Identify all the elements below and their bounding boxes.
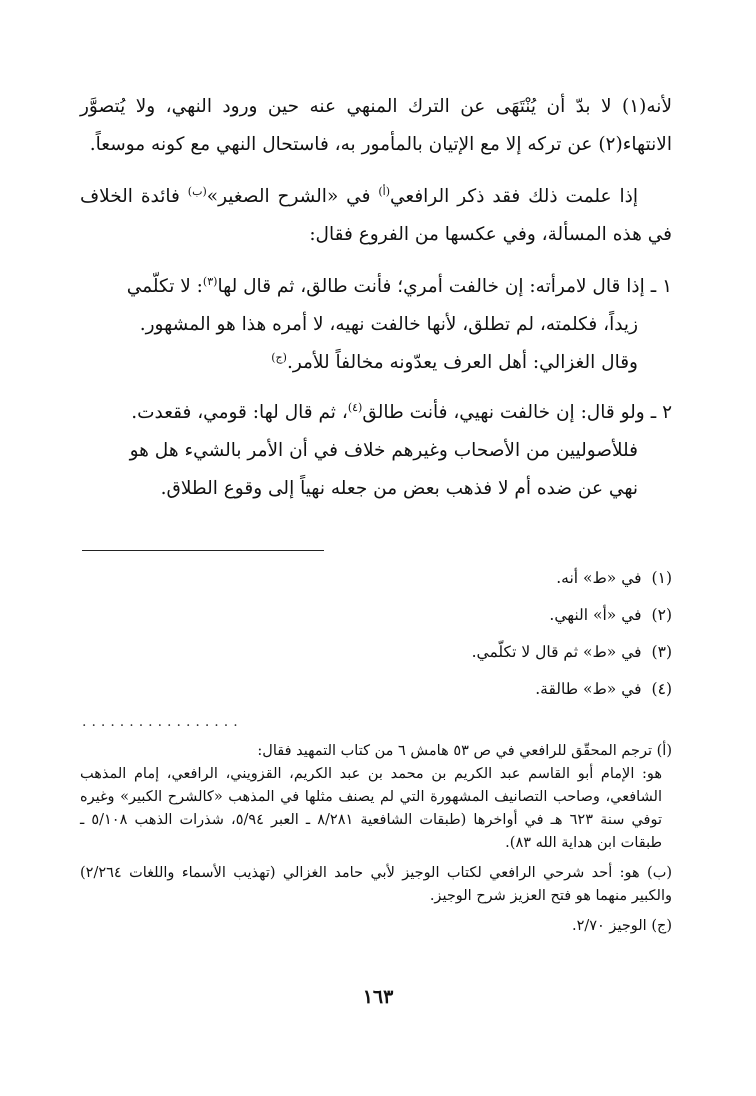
list-item-1-part-1: إذا قال لامرأته: إن خالفت أمري؛ فأنت طالق، ثم قال لها <box>217 276 645 297</box>
footnote-4 <box>80 677 672 701</box>
list-item-1-part-2: : لا تكلّمي <box>126 276 203 297</box>
footnote-1 <box>80 566 672 590</box>
editor-notes <box>80 740 672 945</box>
footnote-ref-4: (٤) <box>347 400 363 414</box>
footnote-ref-3: (٣) <box>202 274 218 288</box>
paragraph-1 <box>80 88 672 164</box>
page-number: ١٦٣ <box>362 986 394 1008</box>
paragraph-2 <box>80 178 672 254</box>
footnote-2-mark: (٢) <box>651 606 672 624</box>
footnote-4-text: في «ط» طالقة. <box>535 680 642 698</box>
paragraph-2-part-3: فائدة الخلاف في هذه المسألة، وفي عكسها من الفروع فقال: <box>80 186 672 245</box>
footnote-2-text: في «أ» النهي. <box>549 606 642 624</box>
footnote-3-text: في «ط» ثم قال لا تكلّمي. <box>471 643 642 661</box>
editor-note-a-body: هو: الإمام أبو القاسم عبد الكريم بن محمد بن عبد الكريم، القزويني، الرافعي، إمام المذهب الشافعي، وصاحب التصانيف المشهورة التي لم يصنف مثلها في المذهب «كالشرح الكبير» وغيره توفي سنة ٦٢٣ هـ في أواخرها (طبقات الشافعية ٨/٢٨١ ـ العبر ٥/٩٤، شذرات الذهب ٥/١٠٨ ـ طبقات ابن هداية الله ٨٣). <box>80 766 662 851</box>
footnotes <box>80 566 672 714</box>
list-item-1-line-3-text: وقال الغزالي: أهل العرف يعدّونه مخالفاً للأمر. <box>286 352 638 373</box>
footnote-4-mark: (٤) <box>651 680 672 698</box>
footnote-separator-line <box>82 550 324 551</box>
editor-note-c: (ج) الوجيز ٢/٧٠. <box>571 918 672 934</box>
footnote-3 <box>80 640 672 664</box>
paragraph-1-line-1: لأنه(١) لا بدّ أن يُنْتَهَى عن الترك المنهي عنه حين ورود النهي، ولا <box>135 96 673 117</box>
list-item-1-line-3 <box>80 344 672 382</box>
dotted-separator: ................. <box>82 714 243 730</box>
note-ref-b: (ب) <box>187 184 207 198</box>
list-item-1 <box>80 268 672 382</box>
list-item-2-line-2: فللأصوليين من الأصحاب وغيرهم خلاف في أن الأمر بالشيء هل هو <box>129 440 638 461</box>
note-ref-a: (أ) <box>378 184 390 198</box>
list-item-2-part-1: ولو قال: إن خالفت نهيي، فأنت طالق <box>362 402 645 423</box>
main-text <box>80 88 672 520</box>
editor-note-a <box>80 740 672 855</box>
list-item-2-number: ٢ ـ <box>650 402 672 423</box>
footnote-3-mark: (٣) <box>651 643 672 661</box>
list-item-1-line-2: زيداً، فكلمته، لم تطلق، لأنها خالفت نهيه، لا أمره هذا هو المشهور. <box>139 314 638 335</box>
footnote-1-text: في «ط» أنه. <box>556 569 642 587</box>
paragraph-1-line-2: يُتصوَّر الانتهاء(٢) عن تركه إلا مع الإتيان بالمأمور به، فاستحال النهي مع <box>80 96 672 155</box>
editor-note-a-lead: (أ) ترجم المحقّق للرافعي في ص ٥٣ هامش ٦ من كتاب التمهيد فقال: <box>257 743 672 759</box>
note-ref-c: (ج) <box>271 350 287 364</box>
footnote-1-mark: (١) <box>651 569 672 587</box>
list-item-1-number: ١ ـ <box>650 276 672 297</box>
footnote-2 <box>80 603 672 627</box>
list-item-2-line-3: نهي عن ضده أم لا فذهب بعض من جعله نهياً إلى وقوع الطلاق. <box>160 478 638 499</box>
paragraph-2-part-2: في «الشرح الصغير» <box>206 186 379 207</box>
paragraph-2-part-1: إذا علمت ذلك فقد ذكر الرافعي <box>389 186 639 207</box>
editor-note-b: (ب) هو: أحد شرحي الرافعي لكتاب الوجيز لأبي حامد الغزالي (تهذيب الأسماء واللغات ٢/٢٦٤) والكبير منهما هو فتح العزيز شرح الوجيز. <box>80 865 672 904</box>
list-item-2-part-2: ، ثم قال لها: قومي، فقعدت. <box>131 402 348 423</box>
list-item-2 <box>80 394 672 508</box>
paragraph-1-line-3: كونه موسعاً. <box>89 134 185 155</box>
